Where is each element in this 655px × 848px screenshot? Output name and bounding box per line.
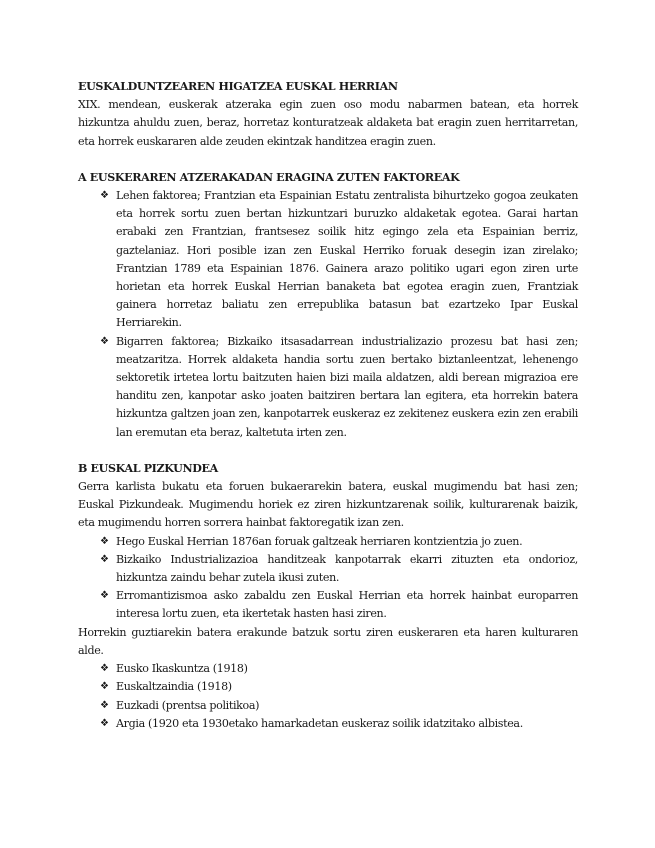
list-item-text: Argia (1920 eta 1930etako hamarkadetan euskeraz soilik idatzitako albistea.	[116, 716, 523, 730]
list-item-text: Bizkaiko Industrializazioa handitzeak kanpotarrak ekarri zituzten eta ondorioz, hizkuntza zaindu behar zutela ikusi zuten.	[116, 552, 578, 585]
list-item-text: Eusko Ikaskuntza (1918)	[116, 662, 248, 676]
spacer	[78, 151, 578, 169]
section-b-intro: Gerra karlista bukatu eta foruen bukaerarekin batera, euskal mugimendu bat hasi zen; Euskal Pizkundeak. Mugimendu horiek ez ziren hizkuntzarenak soilik, kulturarenak baizik, eta mugimendu horren sorrera hainbat faktoregatik izan zen.	[78, 480, 578, 530]
list-item-text: Euskaltzaindia (1918)	[116, 680, 232, 694]
list-item	[78, 333, 578, 442]
diamond-bullet-icon: ❖	[100, 717, 109, 729]
section-b-list	[78, 533, 578, 624]
section-b-heading: B EUSKAL PIZKUNDEA	[78, 461, 218, 475]
diamond-bullet-icon: ❖	[100, 535, 109, 547]
diamond-bullet-icon: ❖	[100, 590, 109, 602]
list-item-text: Euzkadi (prentsa politikoa)	[116, 698, 260, 712]
section-a-list	[78, 187, 578, 442]
intro-paragraph: XIX. mendean, euskerak atzeraka egin zuen oso modu nabarmen batean, eta horrek hizkuntza ahuldu zuen, beraz, horretaz konturatzeak aldaketa bat eragin zuen herritarretan, eta horrek euskararen alde zeuden ekintzak handitzea eragin zuen.	[78, 98, 578, 148]
list-item	[78, 551, 578, 587]
diamond-bullet-icon: ❖	[100, 681, 109, 693]
list-item	[78, 697, 578, 715]
list-item	[78, 533, 578, 551]
diamond-bullet-icon: ❖	[100, 663, 109, 675]
diamond-bullet-icon: ❖	[100, 190, 109, 202]
list-item	[78, 187, 578, 333]
institutions-list	[78, 660, 578, 733]
list-item	[78, 715, 578, 733]
section-b-outro: Horrekin guztiarekin batera erakunde batzuk sortu ziren euskeraren eta haren kulturaren alde.	[78, 625, 578, 657]
spacer	[78, 442, 578, 460]
document-title: EUSKALDUNTZEAREN HIGATZEA EUSKAL HERRIAN	[78, 80, 398, 93]
diamond-bullet-icon: ❖	[100, 553, 109, 565]
list-item-text: Hego Euskal Herrian 1876an foruak galtzeak herriaren kontzientzia jo zuen.	[116, 534, 523, 548]
document-page	[78, 78, 578, 733]
section-a-heading: A EUSKERAREN ATZERAKADAN ERAGINA ZUTEN FAKTOREAK	[78, 170, 460, 184]
list-item	[78, 587, 578, 623]
list-item-text: Bigarren faktorea; Bizkaiko itsasadarrean industrializazio prozesu bat hasi zen; meatzaritza. Horrek aldaketa handia sortu zuen bertako biztanleentzat, lehenengo sektoretik irtetea lortu baitzuten haien bizi maila aldatzen, aldi berean migrazioa ere handitu zen, kanpotar asko joaten baitziren bertara lan egitera, eta horrekin batera hizkuntza galtzen joan zen, kanpotarrek euskeraz ez zekitenez euskera ezin zen erabili lan eremutan eta beraz, kaltetuta irten zen.	[116, 334, 578, 439]
list-item-text: Lehen faktorea; Frantzian eta Espainian Estatu zentralista bihurtzeko gogoa zeukaten eta horrek sortu zuen bertan hizkuntzari buruzko aldaketak egotea. Garai hartan erabaki zen Frantzian, frantsesez soilik hitz egingo zela eta Espainian berriz, gaztelaniaz. Hori posible izan zen Euskal Herriko foruak desegin izan zirelako; Frantzian 1789 eta Espainian 1876. Gainera arazo politiko ugari egon ziren urte horietan eta horrek Euskal Herrian banaketa bat egotea eragin zuen, Frantziak gainera horretaz baliatu zen errepublika batasun bat ezartzeko Ipar Euskal Herriarekin.	[116, 189, 578, 330]
diamond-bullet-icon: ❖	[100, 699, 109, 711]
list-item	[78, 660, 578, 678]
list-item-text: Erromantizismoa asko zabaldu zen Euskal Herrian eta horrek hainbat europarren interesa lortu zuen, eta ikertetak hasten hasi ziren.	[116, 589, 578, 621]
list-item	[78, 678, 578, 696]
diamond-bullet-icon: ❖	[100, 335, 109, 347]
